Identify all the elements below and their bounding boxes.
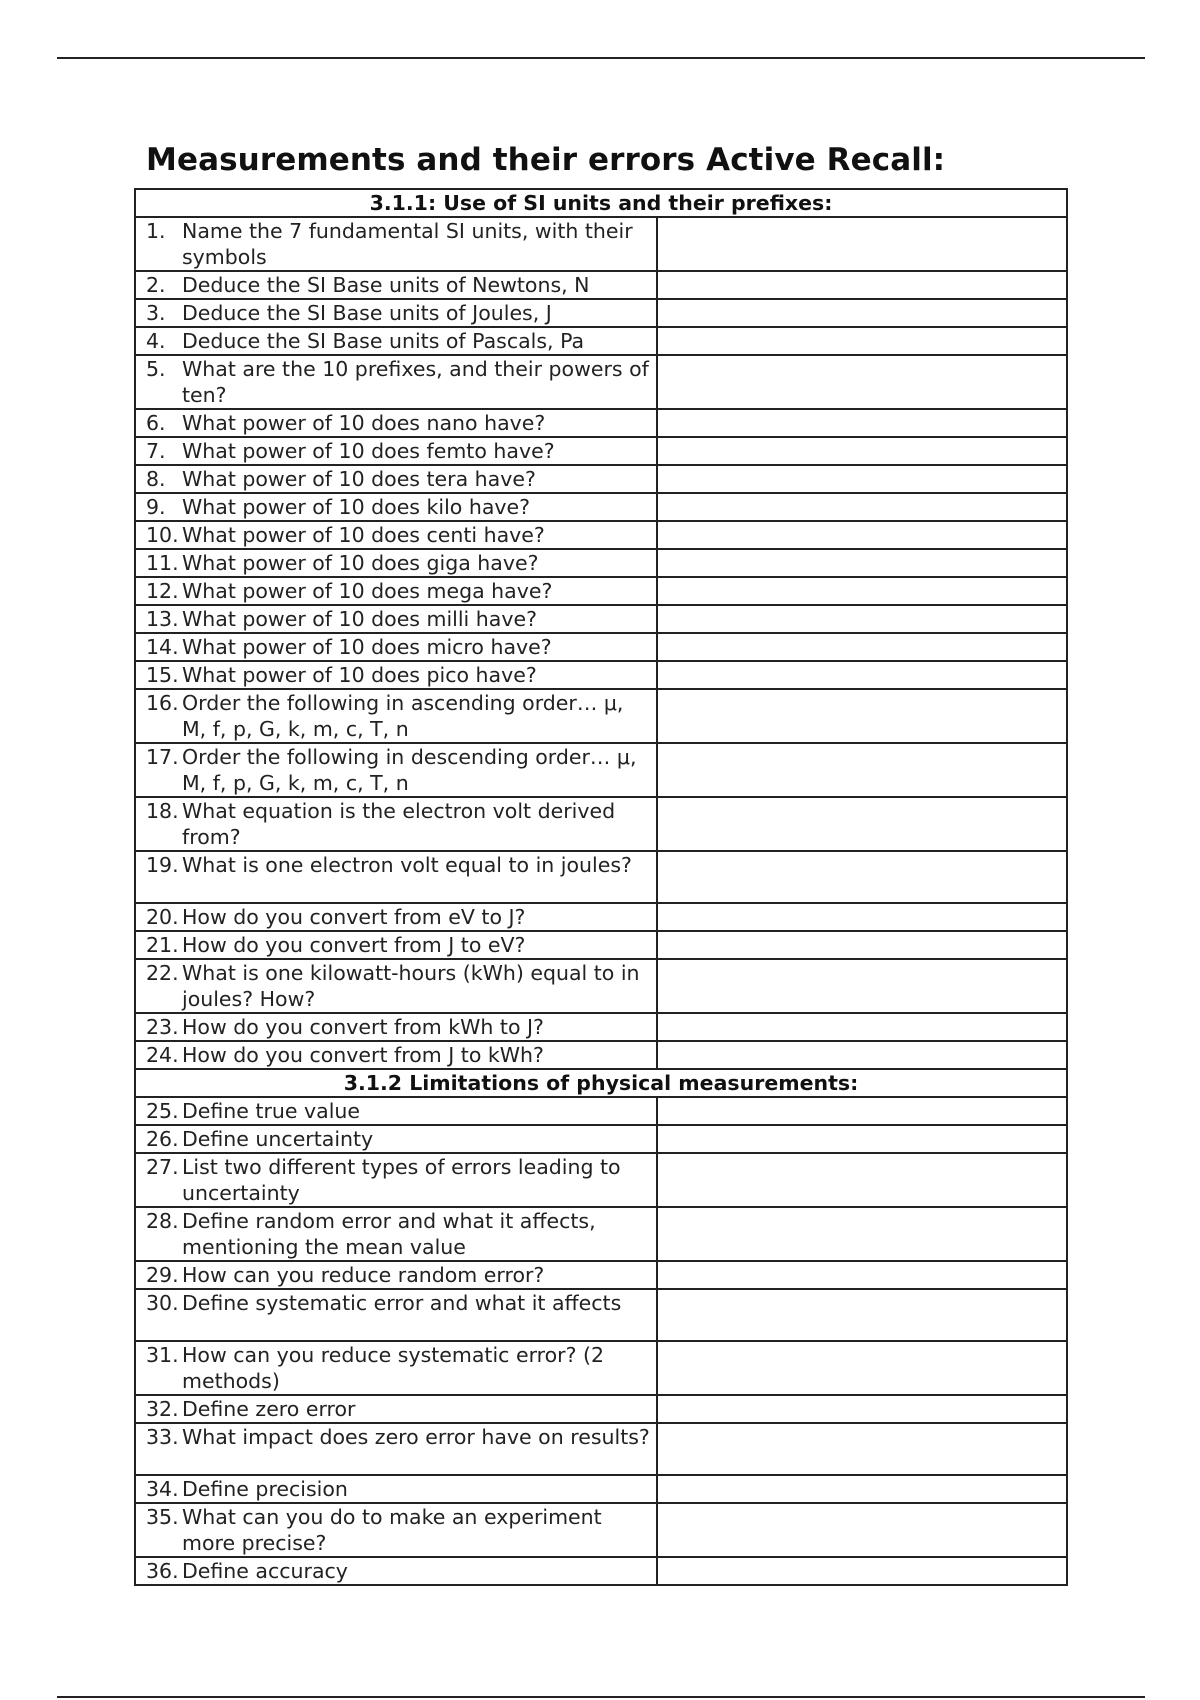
question-number: 25. [146,1099,179,1123]
question-text: Define precision [182,1477,348,1501]
question-cell [135,577,657,605]
question-row [135,1395,1067,1423]
question-text: What power of 10 does tera have? [182,467,536,491]
question-number: 6. [146,411,166,435]
answer-cell[interactable] [657,299,1067,327]
question-number: 2. [146,273,166,297]
question-text: What is one kilowatt-hours (kWh) equal to in joules? How? [182,961,640,1011]
question-cell [135,1289,657,1341]
question-text: What equation is the electron volt derived from? [182,799,616,849]
question-cell [135,1261,657,1289]
question-number: 20. [146,905,179,929]
answer-cell[interactable] [657,577,1067,605]
question-row [135,271,1067,299]
header-rule [57,57,1145,59]
question-row [135,355,1067,409]
question-cell [135,661,657,689]
answer-cell[interactable] [657,797,1067,851]
page-title: Measurements and their errors Active Recall: [146,142,946,178]
question-row [135,549,1067,577]
question-cell [135,931,657,959]
question-text: Name the 7 fundamental SI units, with their symbols [182,219,633,269]
question-cell [135,1423,657,1475]
question-row [135,931,1067,959]
question-text: What power of 10 does mega have? [182,579,553,603]
question-text: How do you convert from eV to J? [182,905,526,929]
question-number: 21. [146,933,179,957]
question-cell [135,1341,657,1395]
question-row [135,1341,1067,1395]
question-text: What power of 10 does nano have? [182,411,546,435]
question-row [135,577,1067,605]
question-text: What can you do to make an experiment more precise? [182,1505,602,1555]
question-number: 15. [146,663,179,687]
question-row [135,409,1067,437]
question-cell [135,1475,657,1503]
question-number: 33. [146,1425,179,1449]
question-cell [135,689,657,743]
question-cell [135,959,657,1013]
question-number: 16. [146,691,179,715]
answer-cell[interactable] [657,661,1067,689]
answer-cell[interactable] [657,1153,1067,1207]
answer-cell[interactable] [657,465,1067,493]
answer-cell[interactable] [657,493,1067,521]
question-row [135,1153,1067,1207]
question-number: 7. [146,439,166,463]
answer-cell[interactable] [657,633,1067,661]
question-row [135,797,1067,851]
question-number: 30. [146,1291,179,1315]
question-number: 3. [146,301,166,325]
answer-cell[interactable] [657,851,1067,903]
answer-cell[interactable] [657,217,1067,271]
question-number: 26. [146,1127,179,1151]
question-row [135,605,1067,633]
question-number: 1. [146,219,166,243]
answer-cell[interactable] [657,1041,1067,1069]
question-cell [135,1557,657,1585]
question-number: 22. [146,961,179,985]
section-heading: 3.1.2 Limitations of physical measurements: [135,1069,1067,1097]
question-number: 13. [146,607,179,631]
footer-rule [57,1696,1145,1698]
section-heading-row [135,1069,1067,1097]
question-number: 28. [146,1209,179,1233]
answer-cell[interactable] [657,409,1067,437]
question-number: 24. [146,1043,179,1067]
question-row [135,299,1067,327]
question-text: What impact does zero error have on results? [182,1425,650,1449]
answer-cell[interactable] [657,743,1067,797]
question-row [135,493,1067,521]
question-cell [135,1207,657,1261]
question-cell [135,797,657,851]
question-number: 18. [146,799,179,823]
answer-cell[interactable] [657,1557,1067,1585]
question-row [135,1097,1067,1125]
answer-cell[interactable] [657,521,1067,549]
answer-cell[interactable] [657,1097,1067,1125]
question-text: How do you convert from J to eV? [182,933,526,957]
answer-cell[interactable] [657,1013,1067,1041]
answer-cell[interactable] [657,959,1067,1013]
question-table [134,188,1068,1586]
question-row [135,1125,1067,1153]
question-cell [135,1503,657,1557]
answer-cell[interactable] [657,1125,1067,1153]
question-number: 27. [146,1155,179,1179]
question-row [135,851,1067,903]
question-row [135,1041,1067,1069]
question-cell [135,549,657,577]
question-text: Define systematic error and what it affects [182,1291,622,1315]
answer-cell[interactable] [657,1395,1067,1423]
question-number: 11. [146,551,179,575]
question-cell [135,1125,657,1153]
question-text: Deduce the SI Base units of Joules, J [182,301,552,325]
question-number: 34. [146,1477,179,1501]
question-row [135,1261,1067,1289]
question-cell [135,903,657,931]
question-row [135,959,1067,1013]
question-row [135,633,1067,661]
answer-cell[interactable] [657,437,1067,465]
question-text: How can you reduce systematic error? (2 methods) [182,1343,605,1393]
question-cell [135,299,657,327]
question-text: Define true value [182,1099,361,1123]
question-number: 19. [146,853,179,877]
question-text: What are the 10 prefixes, and their powers of ten? [182,357,649,407]
answer-cell[interactable] [657,1207,1067,1261]
question-text: What power of 10 does centi have? [182,523,545,547]
question-number: 8. [146,467,166,491]
question-text: Define random error and what it affects, mentioning the mean value [182,1209,596,1259]
question-row [135,1423,1067,1475]
question-row [135,327,1067,355]
answer-cell[interactable] [657,1341,1067,1395]
question-number: 29. [146,1263,179,1287]
question-cell [135,327,657,355]
question-cell [135,271,657,299]
question-cell [135,1153,657,1207]
question-text: How do you convert from kWh to J? [182,1015,544,1039]
question-text: Deduce the SI Base units of Newtons, N [182,273,590,297]
answer-cell[interactable] [657,549,1067,577]
question-cell [135,633,657,661]
question-cell [135,465,657,493]
question-number: 32. [146,1397,179,1421]
question-row [135,217,1067,271]
question-row [135,903,1067,931]
question-text: What power of 10 does milli have? [182,607,537,631]
question-text: What power of 10 does micro have? [182,635,552,659]
question-cell [135,1395,657,1423]
question-text: How do you convert from J to kWh? [182,1043,544,1067]
question-cell [135,521,657,549]
question-cell [135,437,657,465]
question-cell [135,743,657,797]
answer-cell[interactable] [657,1503,1067,1557]
answer-cell[interactable] [657,605,1067,633]
answer-cell[interactable] [657,271,1067,299]
question-cell [135,1013,657,1041]
question-row [135,465,1067,493]
question-row [135,521,1067,549]
answer-cell[interactable] [657,327,1067,355]
question-number: 9. [146,495,166,519]
question-text: How can you reduce random error? [182,1263,545,1287]
question-text: What power of 10 does femto have? [182,439,555,463]
section-heading: 3.1.1: Use of SI units and their prefixes: [135,189,1067,217]
answer-cell[interactable] [657,1289,1067,1341]
question-text: What power of 10 does kilo have? [182,495,530,519]
answer-cell[interactable] [657,931,1067,959]
question-number: 5. [146,357,166,381]
question-text: Deduce the SI Base units of Pascals, Pa [182,329,585,353]
answer-cell[interactable] [657,1423,1067,1475]
question-text: Define accuracy [182,1559,348,1583]
question-row [135,437,1067,465]
question-text: What power of 10 does pico have? [182,663,537,687]
question-text: What is one electron volt equal to in joules? [182,853,632,877]
question-number: 10. [146,523,179,547]
question-row [135,1557,1067,1585]
question-cell [135,1097,657,1125]
question-cell [135,217,657,271]
question-row [135,661,1067,689]
question-number: 4. [146,329,166,353]
question-cell [135,851,657,903]
question-row [135,1475,1067,1503]
question-cell [135,409,657,437]
question-number: 35. [146,1505,179,1529]
answer-cell[interactable] [657,1261,1067,1289]
question-cell [135,355,657,409]
question-text: Define zero error [182,1397,356,1421]
answer-cell[interactable] [657,1475,1067,1503]
question-number: 23. [146,1015,179,1039]
question-number: 36. [146,1559,179,1583]
question-text: What power of 10 does giga have? [182,551,539,575]
question-cell [135,1041,657,1069]
question-number: 14. [146,635,179,659]
question-row [135,743,1067,797]
section-heading-row [135,189,1067,217]
question-row [135,1503,1067,1557]
question-row [135,1207,1067,1261]
question-text: Order the following in descending order… μ, M, f, p, G, k, m, c, T, n [182,745,637,795]
question-text: Define uncertainty [182,1127,374,1151]
question-text: Order the following in ascending order… μ, M, f, p, G, k, m, c, T, n [182,691,624,741]
answer-cell[interactable] [657,355,1067,409]
question-row [135,1289,1067,1341]
answer-cell[interactable] [657,903,1067,931]
question-text: List two different types of errors leading to uncertainty [182,1155,621,1205]
question-number: 12. [146,579,179,603]
question-row [135,1013,1067,1041]
question-row [135,689,1067,743]
question-number: 31. [146,1343,179,1367]
question-cell [135,493,657,521]
question-cell [135,605,657,633]
question-number: 17. [146,745,179,769]
answer-cell[interactable] [657,689,1067,743]
